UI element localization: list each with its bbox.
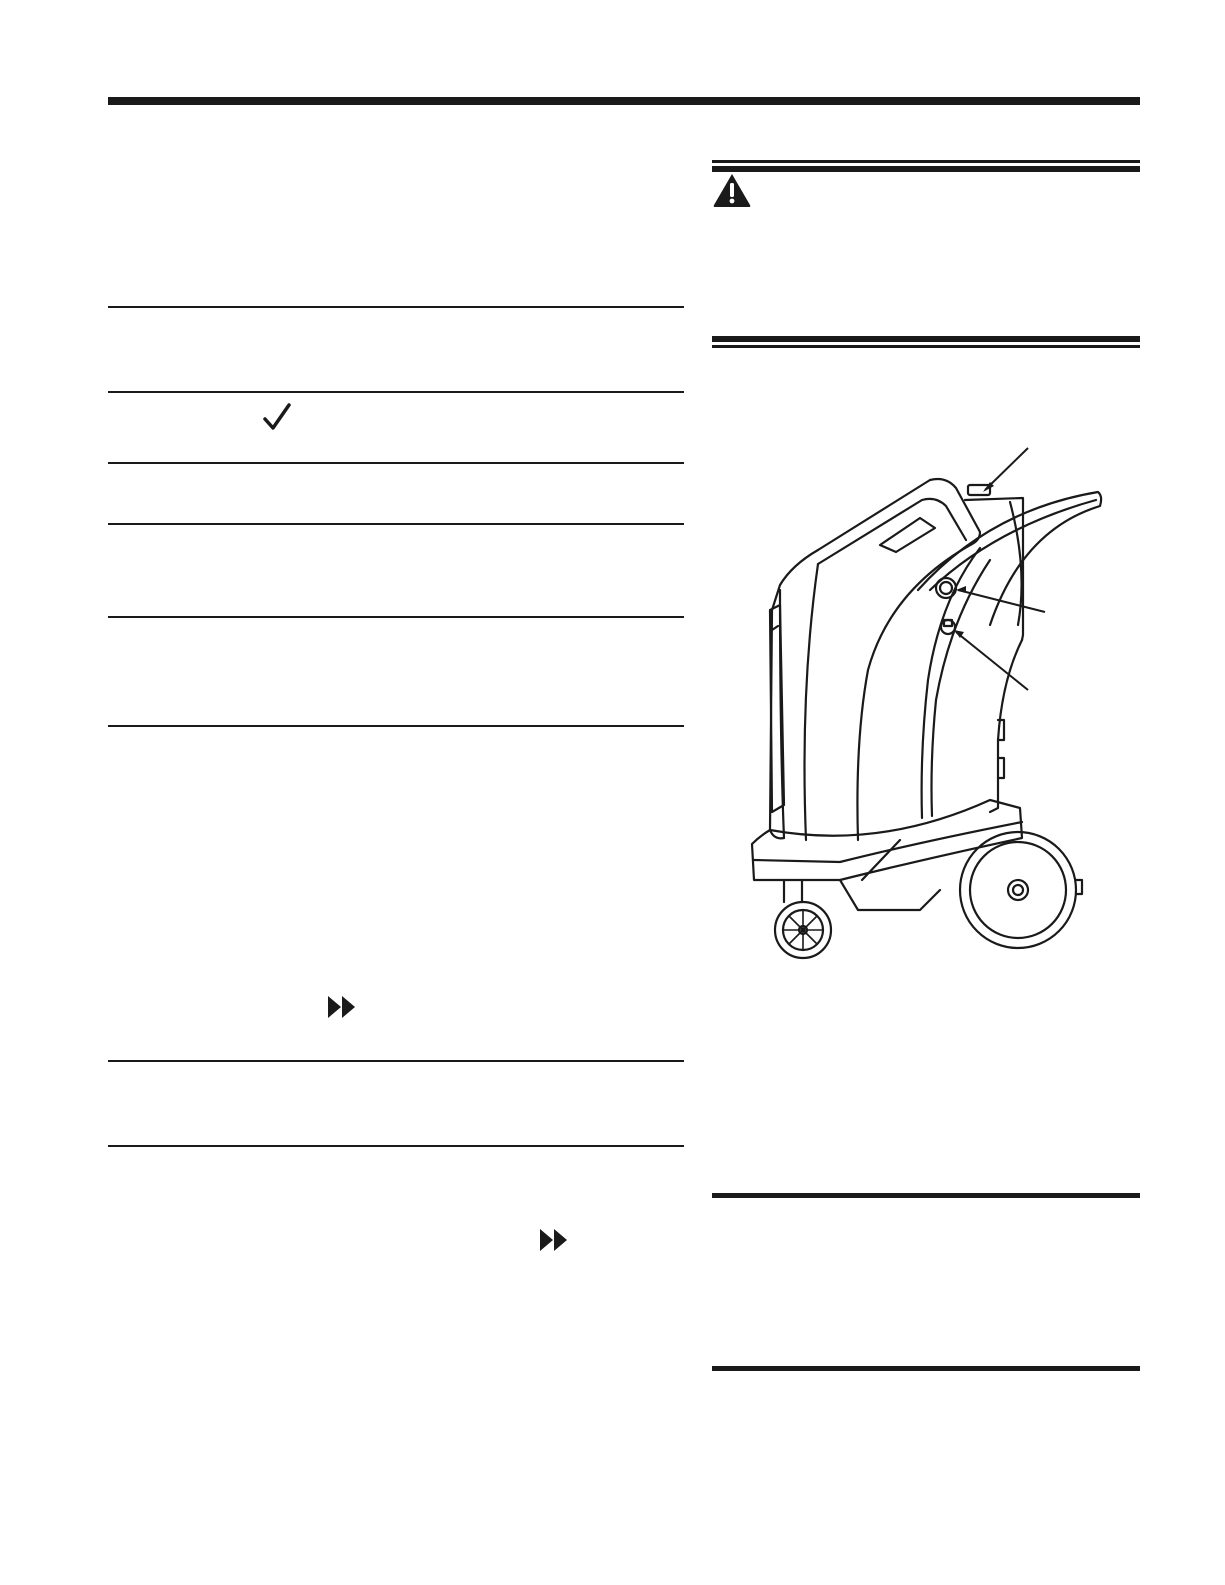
table-rule-6 [108, 725, 684, 727]
warning-bottom-rule-thin [712, 345, 1140, 348]
warning-triangle-icon [712, 172, 752, 208]
note-top-rule [712, 1193, 1140, 1198]
checkmark-icon [262, 402, 292, 432]
header-bar [108, 97, 1140, 105]
table-rule-7 [108, 1060, 684, 1062]
warning-bottom-rule-thick [712, 336, 1140, 342]
table-rule-8 [108, 1145, 684, 1147]
table-rule-4 [108, 523, 684, 525]
machine-figure [740, 440, 1110, 960]
note-bottom-rule [712, 1366, 1140, 1371]
fast-forward-icon [328, 996, 356, 1018]
table-rule-5 [108, 616, 684, 618]
warning-top-rule-thin [712, 160, 1140, 163]
warning-top-rule-thick [712, 166, 1140, 172]
table-rule-1 [108, 306, 684, 308]
fast-forward-icon [540, 1229, 568, 1251]
table-rule-2 [108, 391, 684, 393]
table-rule-3 [108, 462, 684, 464]
